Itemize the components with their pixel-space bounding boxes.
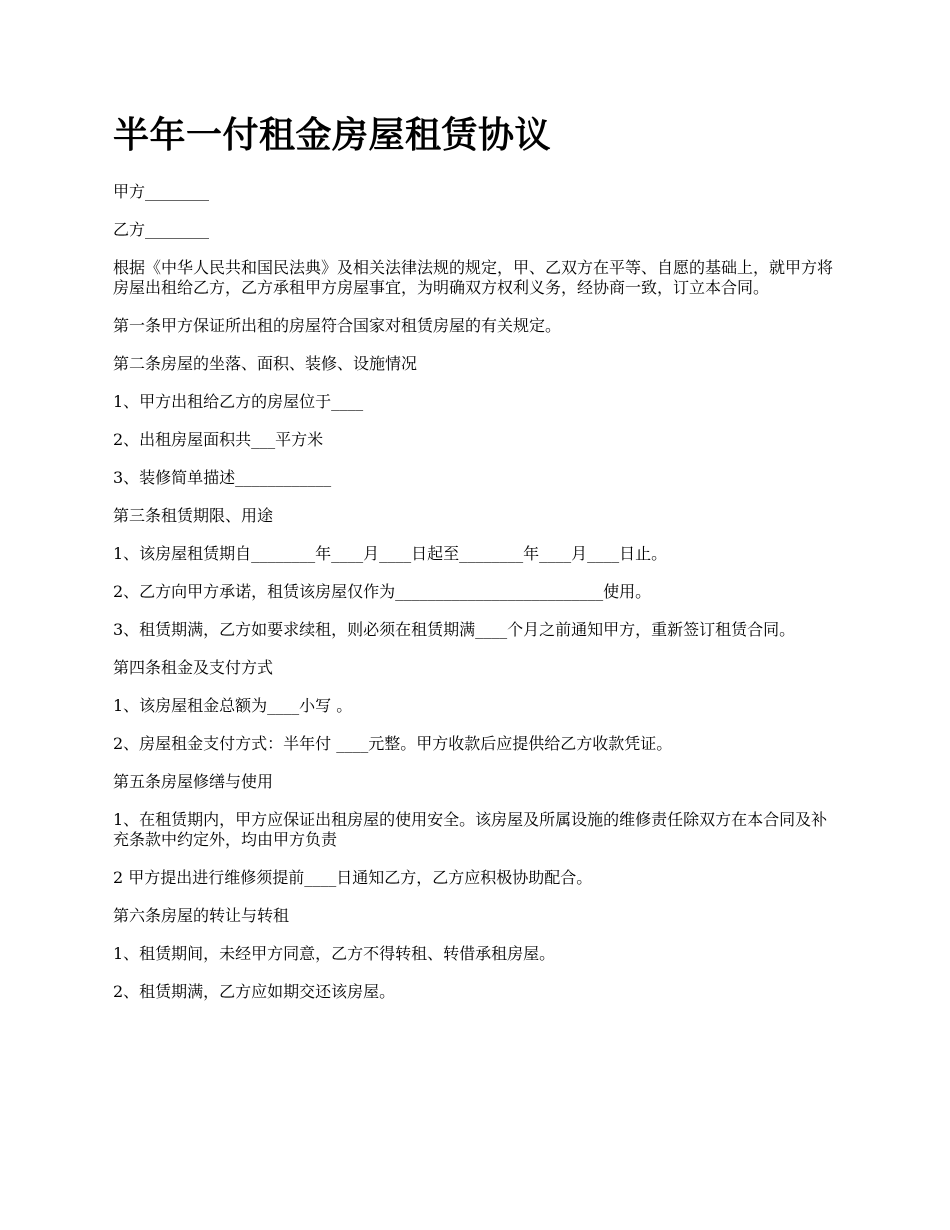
article-6-heading: 第六条房屋的转让与转租 — [113, 906, 290, 925]
article-4-item-1: 1、该房屋租金总额为____小写 。 — [113, 696, 353, 715]
article-3-heading: 第三条租赁期限、用途 — [113, 506, 274, 525]
article-3-item-2: 2、乙方向甲方承诺，租赁该房屋仅作为__________________________使用。 — [113, 582, 652, 601]
party-b-line: 乙方________ — [113, 220, 210, 239]
article-5-heading: 第五条房屋修缮与使用 — [113, 772, 274, 791]
article-6-item-2: 2、租赁期满，乙方应如期交还该房屋。 — [113, 982, 396, 1001]
article-2-item-2: 2、出租房屋面积共___平方米 — [113, 430, 324, 449]
article-2-item-3: 3、装修简单描述____________ — [113, 468, 332, 487]
article-1-heading: 第一条甲方保证所出租的房屋符合国家对租赁房屋的有关规定。 — [113, 316, 562, 335]
preamble-paragraph: 根据《中华人民共和国民法典》及相关法律法规的规定，甲、乙双方在平等、自愿的基础上，就甲方将房屋出租给乙方，乙方承租甲方房屋事宜，为明确双方权利义务，经协商一致，订立本合同。 — [113, 258, 834, 297]
article-4-item-2: 2、房屋租金支付方式：半年付 ____元整。甲方收款后应提供给乙方收款凭证。 — [113, 734, 673, 753]
article-5-item-2: 2 甲方提出进行维修须提前____日通知乙方，乙方应积极协助配合。 — [113, 868, 593, 887]
party-a-line: 甲方________ — [113, 182, 210, 201]
article-6-item-1: 1、租赁期间，未经甲方同意，乙方不得转租、转借承租房屋。 — [113, 944, 556, 963]
document-title: 半年一付租金房屋租赁协议 — [113, 114, 552, 156]
article-5-item-1: 1、在租赁期内，甲方应保证出租房屋的使用安全。该房屋及所属设施的维修责任除双方在本合同及补充条款中约定外，均由甲方负责 — [113, 810, 828, 849]
article-3-item-1: 1、该房屋租赁期自________年____月____日起至________年____月____日止。 — [113, 544, 668, 563]
document-page — [113, 108, 843, 1020]
article-3-item-3: 3、租赁期满，乙方如要求续租，则必须在租赁期满____个月之前通知甲方，重新签订租赁合同。 — [113, 620, 796, 639]
article-4-heading: 第四条租金及支付方式 — [113, 658, 274, 677]
article-2-item-1: 1、甲方出租给乙方的房屋位于____ — [113, 392, 364, 411]
article-2-heading: 第二条房屋的坐落、面积、装修、设施情况 — [113, 354, 418, 373]
